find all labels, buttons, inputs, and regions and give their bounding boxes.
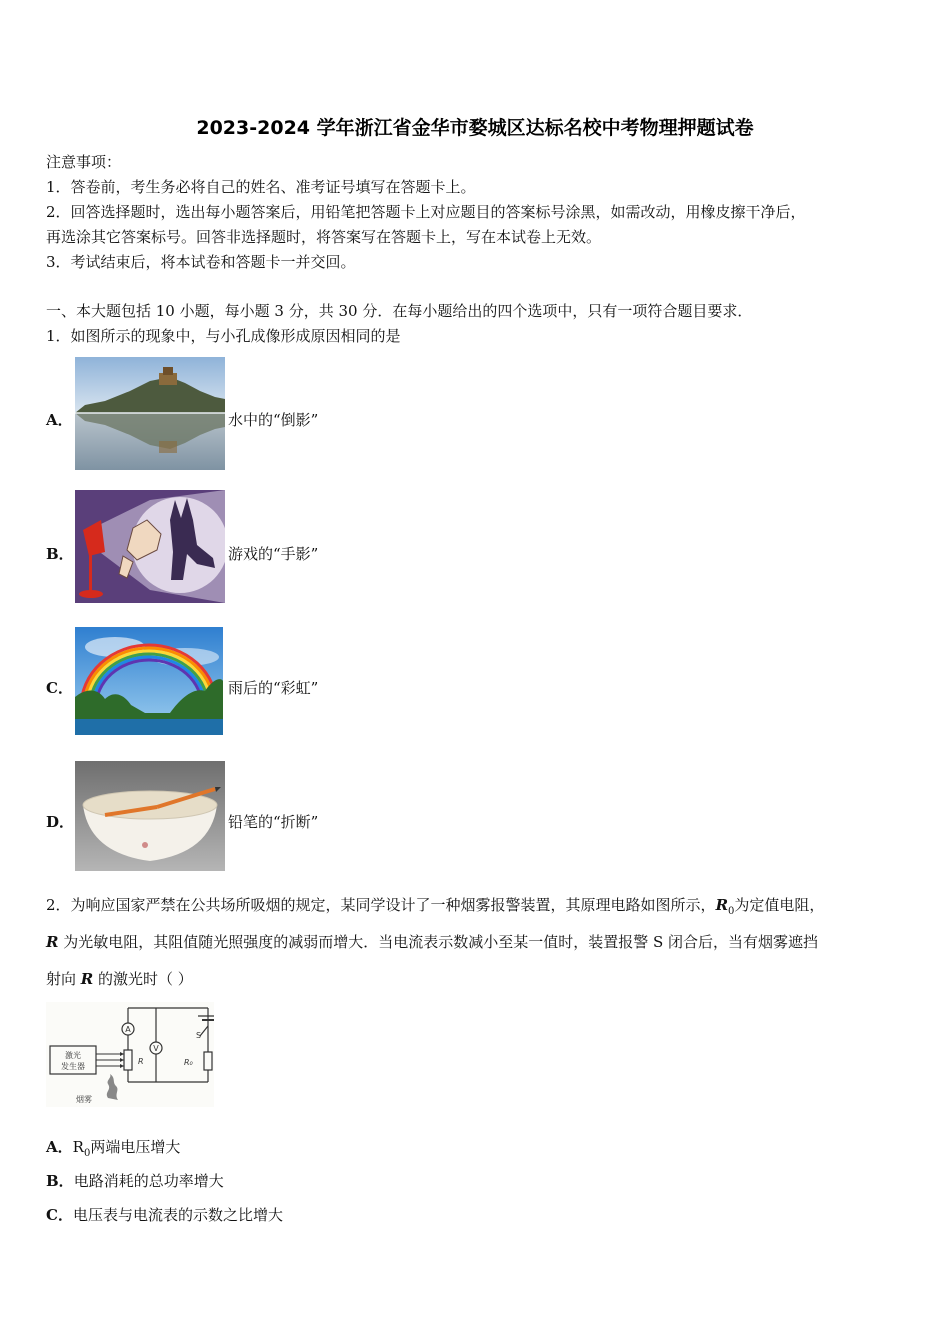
q2-option-a-text: 两端电压增大 <box>90 1138 181 1156</box>
q2-r-symbol-2: R <box>80 970 94 988</box>
q2-stem-line-3 <box>46 969 193 989</box>
smoke-label: 烟雾 <box>76 1095 92 1104</box>
notice-item-2-cont: 再选涂其它答案标号。回答非选择题时，将答案写在答题卡上，写在本试卷上无效。 <box>46 228 602 246</box>
q1-option-d-image-pencil-bowl <box>75 761 225 871</box>
notice-heading: 注意事项： <box>46 153 122 171</box>
q2-option-b <box>46 1171 224 1191</box>
reflection-illustration <box>75 357 225 470</box>
hand-shadow-illustration <box>75 490 225 603</box>
rainbow-illustration <box>75 627 223 735</box>
q1-option-b-image-hand-shadow <box>75 490 225 603</box>
q2-r0-symbol: R <box>715 896 729 914</box>
q2-option-c <box>46 1205 283 1225</box>
r0-resistor-label: R₀ <box>184 1058 193 1067</box>
q2-stem-line-2 <box>46 932 818 952</box>
notice-item-2: 2．回答选择题时，选出每小题答案后，用铅笔把答题卡上对应题目的答案标号涂黑，如需改动，用橡皮擦干净后， <box>46 203 806 221</box>
q1-option-c-image-rainbow <box>75 627 223 735</box>
r-resistor-label: R <box>138 1057 144 1066</box>
q1-option-d-letter: D． <box>46 813 75 831</box>
q1-option-d-caption: 铅笔的“折断” <box>228 813 319 831</box>
q2-option-a-r: R <box>72 1138 84 1156</box>
q1-option-b-letter: B． <box>46 545 74 563</box>
q2-stem-line-1 <box>46 895 824 922</box>
laser-label-1: 激光 <box>65 1051 81 1060</box>
q2-option-c-text: 电压表与电流表的示数之比增大 <box>72 1206 283 1224</box>
notice-item-1: 1．答卷前，考生务必将自己的姓名、准考证号填写在答题卡上。 <box>46 178 476 196</box>
q2-stem-line-3-text-a: 射向 <box>46 970 81 988</box>
notice-item-3: 3．考试结束后，将本试卷和答题卡一并交回。 <box>46 253 356 271</box>
circuit-svg <box>46 1002 214 1107</box>
q2-circuit-diagram <box>46 1002 214 1107</box>
page-title: 2023-2024 学年浙江省金华市婺城区达标名校中考物理押题试卷 <box>196 117 754 139</box>
laser-label-2: 发生器 <box>61 1062 85 1071</box>
q2-stem-line-1-text-a: 2．为响应国家严禁在公共场所吸烟的规定，某同学设计了一种烟雾报警装置，其原理电路如图所示， <box>46 896 716 914</box>
voltmeter-label: V <box>153 1044 159 1053</box>
section-heading: 一、本大题包括 10 小题，每小题 3 分，共 30 分．在每小题给出的四个选项中，只有一项符合题目要求． <box>46 302 753 320</box>
q1-option-c-caption: 雨后的“彩虹” <box>228 679 319 697</box>
q2-stem-line-2-text: 为光敏电阻，其阻值随光照强度的减弱而增大．当电流表示数减小至某一值时，装置报警 S 闭合后，当有烟雾遮挡 <box>58 933 819 951</box>
q1-option-a-caption: 水中的“倒影” <box>228 411 319 429</box>
q2-option-a-letter: A． <box>46 1138 73 1156</box>
q2-r0-subscript: 0 <box>728 906 735 917</box>
q2-option-a-sub: 0 <box>83 1148 91 1159</box>
q2-r-symbol: R <box>46 933 59 951</box>
q2-option-a <box>46 1137 180 1164</box>
q1-option-b-caption: 游戏的“手影” <box>228 545 319 563</box>
q2-option-b-letter: B． <box>46 1172 74 1190</box>
q2-option-c-letter: C． <box>46 1206 73 1224</box>
ammeter-label: A <box>125 1025 131 1034</box>
q2-option-b-text: 电路消耗的总功率增大 <box>73 1172 224 1190</box>
q1-option-a-letter: A． <box>46 411 73 429</box>
q2-stem-line-1-text-b: 为定值电阻， <box>734 896 825 914</box>
q1-stem: 1．如图所示的现象中，与小孔成像形成原因相同的是 <box>46 327 401 345</box>
q1-option-c-letter: C． <box>46 679 73 697</box>
switch-label: S <box>196 1031 202 1040</box>
q1-option-a-image-reflection <box>75 357 225 470</box>
q2-stem-line-3-text-b: 的激光时（ ） <box>93 970 193 988</box>
pencil-bowl-illustration <box>75 761 225 871</box>
